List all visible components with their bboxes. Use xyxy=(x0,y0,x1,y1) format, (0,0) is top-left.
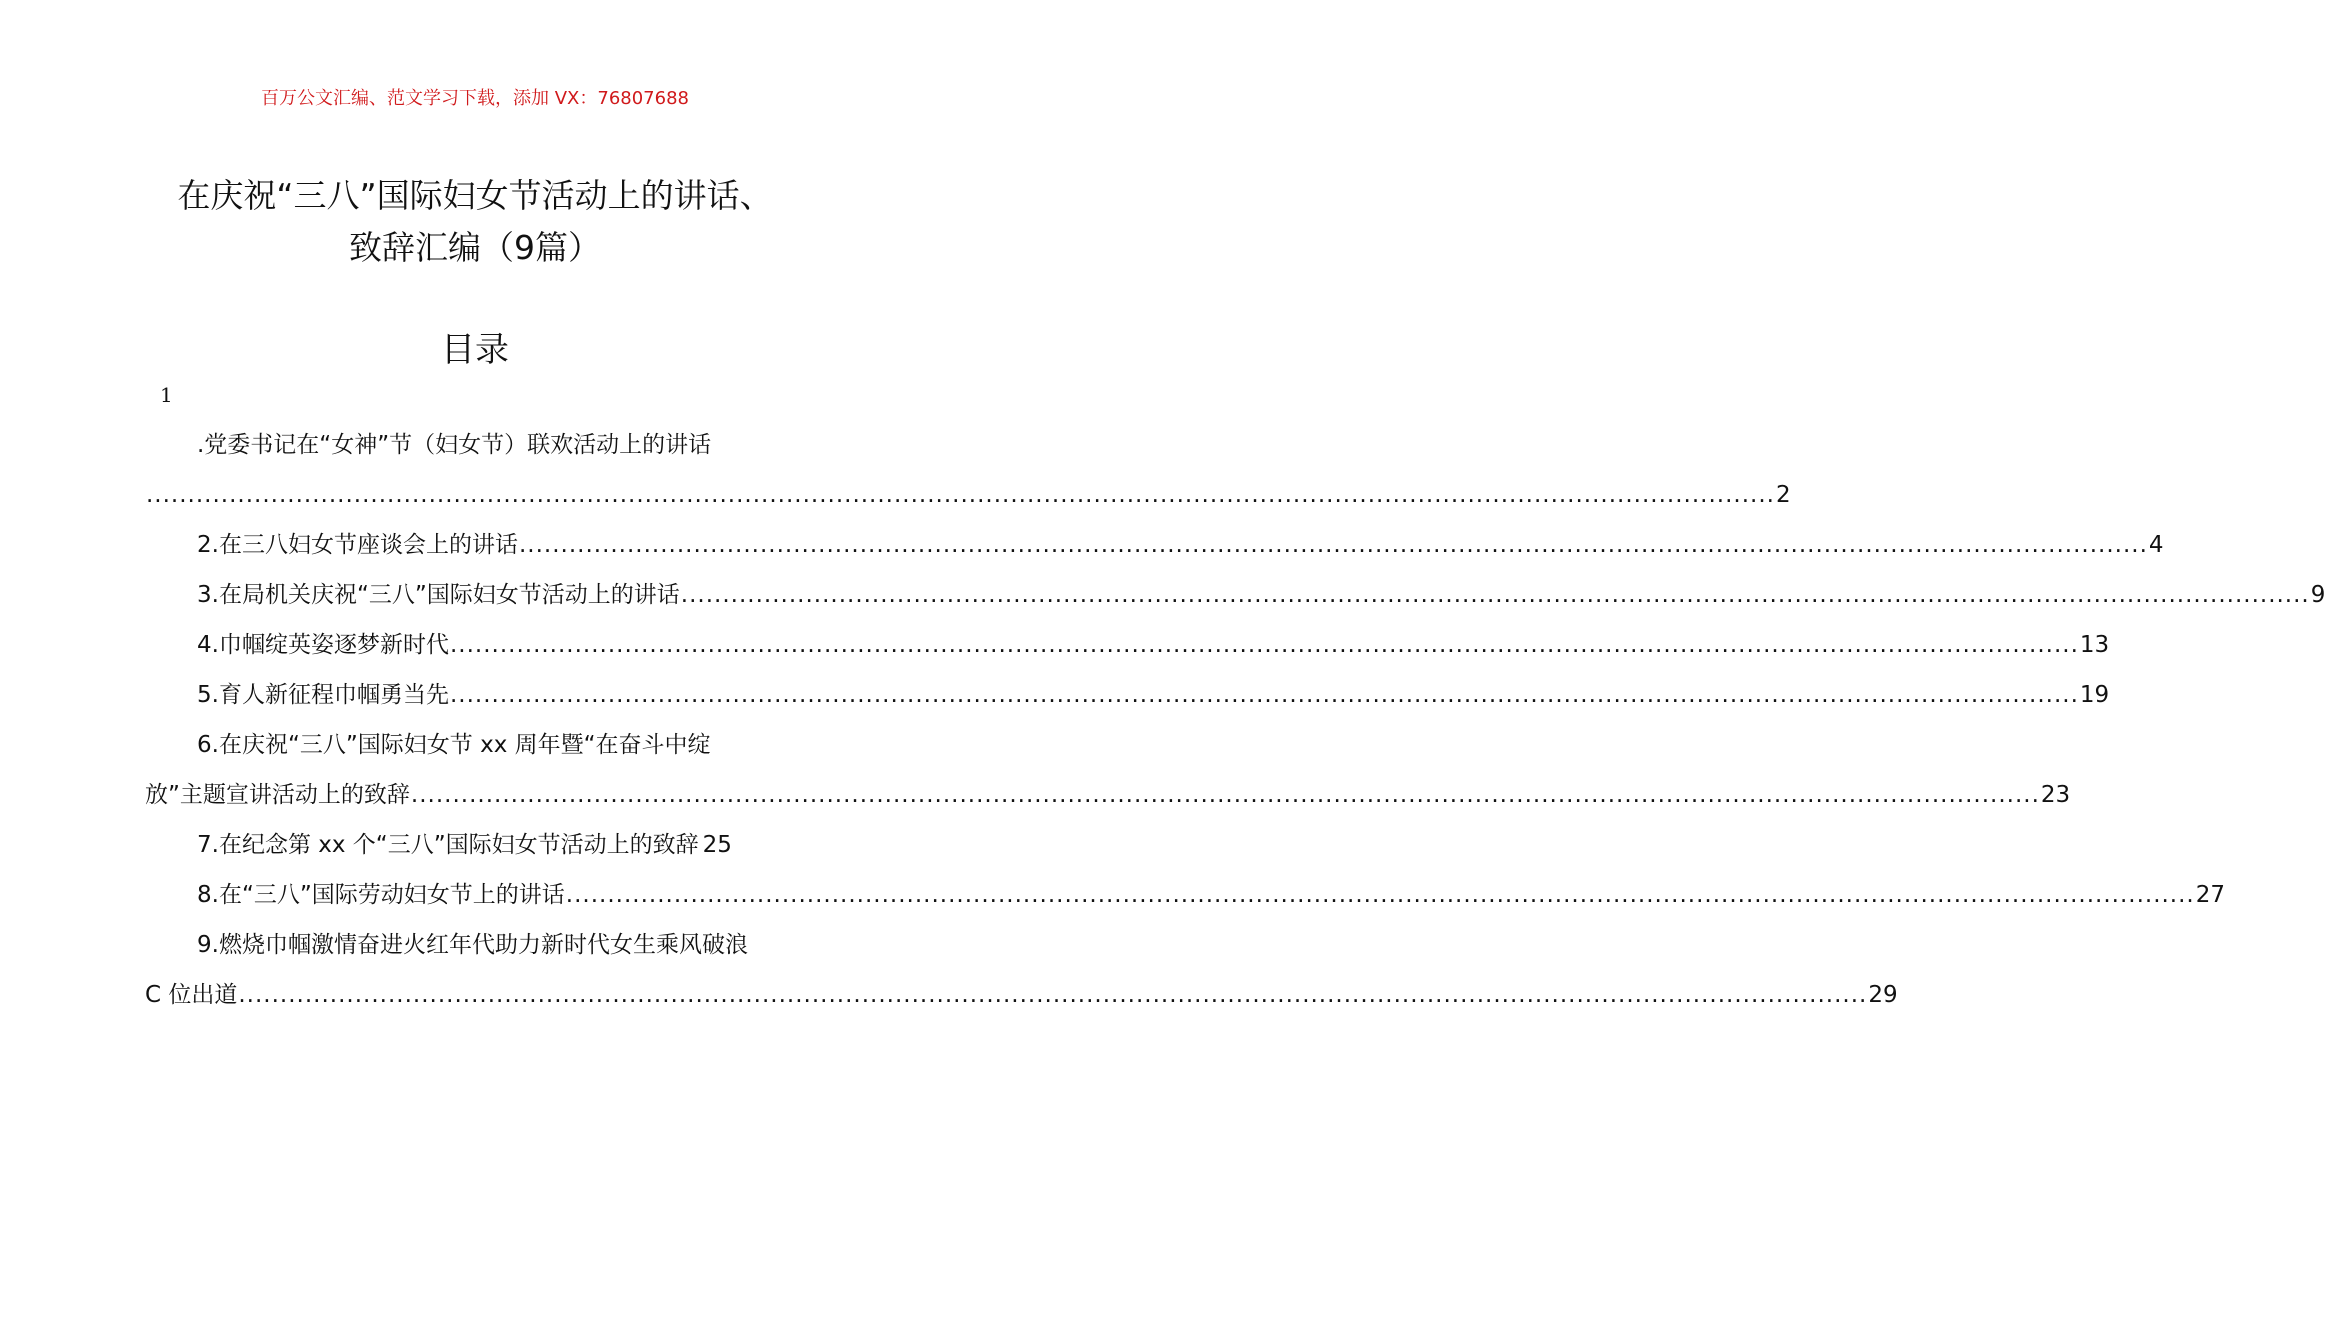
toc-entry-6[interactable] xyxy=(145,770,2071,820)
toc-entry-title: C 位出道 xyxy=(145,982,238,1008)
toc-entry-page: 9 xyxy=(2310,582,2325,608)
toc-entry-title: 放”主题宣讲活动上的致辞 xyxy=(145,782,410,808)
toc-entry-9-line-1: 9.燃烧巾帼激情奋进火红年代助力新时代女生乘风破浪 xyxy=(197,932,748,958)
toc-entry-page: 27 xyxy=(2195,882,2226,908)
title-line-2: 致辞汇编（9篇） xyxy=(349,228,601,267)
page-number-marker: 1 xyxy=(160,383,173,407)
toc-entry-7[interactable] xyxy=(145,820,807,870)
toc-entry-6-line-1: 6.在庆祝“三八”国际妇女节 xx 周年暨“在奋斗中绽 xyxy=(197,732,711,758)
toc-entry-3[interactable] xyxy=(145,570,2325,620)
leader-dots xyxy=(450,620,2079,670)
table-of-contents xyxy=(145,420,2325,1020)
leader-dots xyxy=(450,670,2079,720)
leader-dots xyxy=(238,970,1867,1020)
toc-entry-8[interactable] xyxy=(145,870,2226,920)
toc-entry-page: 4 xyxy=(2148,532,2164,558)
watermark-header: 百万公文汇编、范文学习下载，添加 VX：76807688 xyxy=(261,88,689,109)
toc-entry-1-line-1: .党委书记在“女神”节（妇女节）联欢活动上的讲话 xyxy=(197,432,712,458)
leader-dots xyxy=(146,470,1775,520)
leader-dots xyxy=(411,770,2040,820)
toc-entry-5[interactable] xyxy=(145,670,2110,720)
toc-entry-page: 13 xyxy=(2079,632,2110,658)
toc-entry-2[interactable] xyxy=(145,520,2164,570)
toc-entry-page: 2 xyxy=(1775,482,1791,508)
toc-entry-9[interactable] xyxy=(145,970,1898,1020)
title-line-1: 在庆祝“三八”国际妇女节活动上的讲话、 xyxy=(177,176,773,215)
toc-entry-title: 4.巾帼绽英姿逐梦新时代 xyxy=(197,632,449,658)
document-title xyxy=(110,170,840,274)
toc-entry-page: 29 xyxy=(1868,982,1898,1008)
toc-entry-page: 19 xyxy=(2079,682,2110,708)
toc-entry-title: 5.育人新征程巾帼勇当先 xyxy=(197,682,449,708)
leader-dots xyxy=(681,570,2310,620)
toc-entry-title: 2.在三八妇女节座谈会上的讲话 xyxy=(197,532,518,558)
toc-entry-title: 7.在纪念第 xx 个“三八”国际妇女节活动上的致辞 xyxy=(197,832,699,858)
toc-entry-page: 23 xyxy=(2040,782,2071,808)
toc-entry-page: 25 xyxy=(702,832,732,858)
toc-entry-title: 3.在局机关庆祝“三八”国际妇女节活动上的讲话 xyxy=(197,582,680,608)
leader-dots xyxy=(519,520,2148,570)
toc-entry-4[interactable] xyxy=(145,620,2110,670)
toc-entry-1[interactable] xyxy=(145,470,1791,520)
toc-heading: 目录 xyxy=(441,330,509,370)
leader-dots xyxy=(566,870,2195,920)
toc-entry-title: 8.在“三八”国际劳动妇女节上的讲话 xyxy=(197,882,565,908)
